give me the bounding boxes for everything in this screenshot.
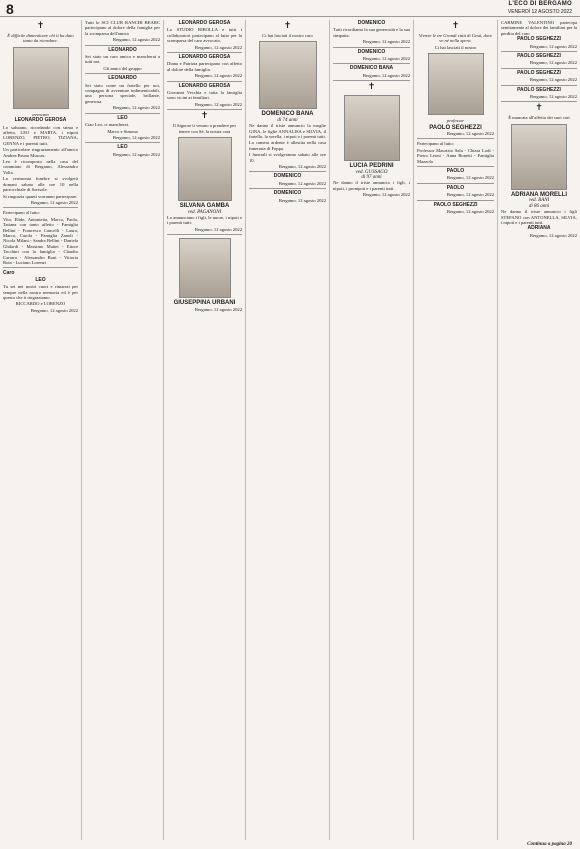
deceased-name-2: LEONARDO GEROSA	[178, 54, 231, 61]
text-p5: Lo annunciano i figli, le nuore, i nipoti e i parenti tutti.	[167, 214, 242, 226]
text-p2: Sei stato un caro amico e mancherai a tutti noi.	[85, 54, 160, 65]
column-4	[246, 20, 330, 840]
signature: Gli amici del gruppo	[103, 65, 142, 71]
column-6	[414, 20, 498, 840]
portrait-photo-2	[179, 238, 231, 298]
deceased-name: DOMENICO	[357, 20, 386, 26]
photo-subtitle-2: di 86 anni	[528, 203, 550, 209]
photo-subtitle: ved. GUSSAGO	[355, 169, 388, 175]
photo-subtitle: ved. BANI	[528, 198, 550, 204]
place-date-2: Bergamo, 12 agosto 2022	[112, 105, 160, 111]
cross-icon: ✝	[535, 103, 543, 114]
deceased-name-2: PAOLO	[446, 168, 465, 175]
place-date-2: Bergamo, 12 agosto 2022	[529, 60, 577, 66]
text-p2: Ci hai lasciati il nostro	[434, 44, 477, 50]
text-p1: Lo salutano, ricordando con stima e affetto, LEO e MARTA, i nipoti LORENZO, PIETRO, TIZIANA, GENNA e i parenti tutti.	[3, 124, 78, 146]
portrait-photo	[178, 137, 232, 201]
text-p3: Sei stato come un fratello per noi, compagno di avventure indimenticabili, una persona speciale, brillante, generosa.	[85, 82, 160, 104]
place-date-4: Bergamo, 12 agosto 2022	[112, 151, 160, 157]
text-p3: Giovanni Vecchia e tutta la famiglia sono vicini ai familiari.	[167, 90, 242, 101]
newspaper-name: L'ECO DI BERGAMO	[508, 1, 572, 7]
page-number: 8	[6, 1, 14, 17]
signature-3: Marco e Simona	[107, 128, 138, 134]
column-1	[0, 20, 82, 840]
deceased-name-2: PAOLO SEGHEZZI	[517, 53, 561, 60]
place-date-2: Bergamo, 12 agosto 2022	[362, 56, 410, 62]
photo-subtitle: ved. PAGANONI	[187, 209, 222, 215]
cross-icon: ✝	[367, 82, 376, 93]
page-header	[0, 0, 580, 17]
photo-name: ADRIANA MORELLI	[510, 191, 568, 198]
place-date: Bergamo, 12 agosto 2022	[446, 131, 494, 137]
deceased-name-4: PAOLO SEGHEZZI	[433, 201, 478, 208]
deceased-name-2: DOMENICO	[273, 173, 302, 180]
deceased-name: LEONARDO GEROSA	[178, 20, 231, 26]
column-2	[82, 20, 164, 840]
deceased-short-name: LEO	[35, 276, 46, 283]
text-p2: Diana e Patrizia partecipano con affetto al dolore della famiglia.	[167, 61, 242, 72]
portrait-photo	[344, 95, 400, 161]
deceased-name: LEONARDO	[108, 46, 137, 53]
place-date-5: Bergamo, 12 agosto 2022	[529, 232, 577, 238]
cross-icon: ✝	[283, 21, 292, 31]
place-date: Bergamo, 12 agosto 2022	[529, 43, 577, 49]
place-date-5: Bergamo, 12 agosto 2022	[194, 306, 242, 312]
column-5	[330, 20, 414, 840]
text-p4: La cerimonia funebre si svolgerà domani sabato alle ore 10 nella parrocchiale di Sorisole.	[3, 176, 78, 193]
place-date-3: Bergamo, 12 agosto 2022	[194, 101, 242, 107]
signature-2: RICCARDO e LORENZO	[15, 301, 66, 307]
signature: avvocato	[32, 111, 49, 117]
text-p4: Il Signore ti venuto a prendere per tenere con Sé, la nostra cara	[172, 123, 236, 134]
intro-text: È difficile dimenticare chi ti ha dato tanto da ricordare.	[7, 33, 74, 44]
place-date-2: Bergamo, 12 agosto 2022	[194, 73, 242, 79]
text-p4: Ciao Leo, ci mancherai.	[85, 122, 130, 128]
place-date-4: Bergamo, 12 agosto 2022	[446, 209, 494, 215]
photo-subtitle-2: di 97 anni	[361, 175, 382, 181]
text-p4: I funerali si svolgeranno sabato alle ore 10.	[249, 152, 326, 163]
deceased-name-3: DOMENICO BANA	[349, 65, 394, 72]
deceased-name-2: LEONARDO	[108, 75, 137, 82]
text-p1: Ci hai lasciati il nostro caro	[262, 33, 313, 38]
place-date: Bergamo, 12 agosto 2022	[194, 44, 242, 50]
photo-name-2: GIUSEPPINA URBANI	[173, 300, 236, 307]
deceased-name-4: PAOLO SEGHEZZI	[517, 86, 561, 93]
place-date-3: Bergamo, 12 agosto 2022	[112, 134, 160, 140]
text-p2: Ne danno il triste annuncio i figli, i nipoti, i pronipoti e i parenti tutti.	[333, 180, 410, 191]
deceased-name-3: PAOLO	[446, 184, 465, 191]
photo-name: SILVANA GAMBA	[179, 203, 230, 210]
text-p5: Si ringrazia quanti vorranno partecipare.	[3, 193, 78, 199]
part-list: Vito, Elide, Antonietta, Marco, Paola, Tatiana con tanto affetto - Famiglia Bellini - Francesco Cancelli - Laura, Marco, Carola - Famiglia Zanoli - Nicola Milani - Sandra Bellini - Daniela Ghilardi - Massimo Mattei - Ettore Tacchini con la famiglia - Claudio Carrara - Alessandro Boni - Vittoria Rota - Luciano Lorenzi	[3, 216, 78, 265]
place-date-3: Bergamo, 12 agosto 2022	[362, 72, 410, 78]
place-date-3: Bergamo, 12 agosto 2022	[278, 197, 326, 203]
deceased-name-3: LEO	[117, 114, 128, 121]
place-date-4: Bergamo, 12 agosto 2022	[362, 192, 410, 198]
cross-icon: ✝	[200, 111, 209, 122]
place-date-2: Bergamo, 12 agosto 2022	[30, 307, 78, 313]
place-date: Bergamo, 12 agosto 2022	[278, 164, 326, 170]
text-p3: La camera ardente è allestita nella casa funeraria di Foppa.	[249, 140, 326, 151]
deceased-name-5: ADRIANA	[527, 225, 551, 232]
place-date-4: Bergamo, 12 agosto 2022	[529, 94, 577, 100]
photo-name: PAOLO SEGHEZZI	[429, 124, 482, 131]
place-date: Bergamo, 12 agosto 2022	[30, 199, 78, 205]
part-list: Professor Maurizio Sala - Chiara Lodi - Pietro Leoni - Anna Bonetti - Famiglia Mazzola	[417, 147, 494, 164]
continue-footer: Continua a pagina 20	[527, 842, 572, 847]
place-date-3: Bergamo, 12 agosto 2022	[529, 77, 577, 83]
text-p6: Tu sei nei nostri cuori e rimarrai per sempre nella nostra memoria ed è per questo che ti ringraziamo.	[3, 284, 78, 300]
place-date: Bergamo, 12 agosto 2022	[362, 39, 410, 45]
text-p2: Un particolare ringraziamento all'amico Andrea Bruno Muscas.	[3, 147, 78, 158]
photo-subtitle: di 74 anni	[277, 117, 298, 123]
cross-icon: ✝	[36, 21, 45, 31]
photo-name: LUCIA PEDRINI	[349, 163, 394, 170]
cross-icon: ✝	[451, 21, 460, 31]
text-p3: Ne danno il triste annuncio i figli STEFANO con ANTONELLA, SILVIA, i nipoti e i parenti tutti.	[501, 209, 577, 225]
text-p1: Tutti ricordiamo la sua generosità e la sua simpatia.	[333, 27, 410, 38]
issue-date: VENERDÌ 12 AGOSTO 2022	[507, 9, 572, 15]
portrait-photo	[428, 53, 484, 115]
deceased-name-3: PAOLO SEGHEZZI	[517, 69, 561, 76]
place-date-2: Bergamo, 12 agosto 2022	[446, 175, 494, 181]
text-p2: È mancata all'affetto dei suoi cari	[508, 115, 570, 121]
deceased-name-3: LEONARDO GEROSA	[178, 82, 231, 89]
text-p1: CARMINE VALENTINO partecipa sentitamente al dolore dei familiari per la perdita del caro	[501, 20, 577, 36]
deceased-name-4: LEO	[117, 144, 128, 151]
place-date-3: Bergamo, 12 agosto 2022	[446, 192, 494, 198]
text-p1: Tutti lo SCI CLUB RANCHI BEARC partecipano al dolore della famiglia per la scomparsa dell'amico	[85, 20, 160, 36]
salutation: Caro	[3, 270, 15, 277]
column-3	[164, 20, 246, 840]
portrait-photo	[259, 41, 317, 109]
place-date: Bergamo, 12 agosto 2022	[112, 37, 160, 43]
text-p3: professor	[446, 118, 465, 124]
text-p1: Lo STUDIO RIBOLLA e tutti i collaboratori partecipano al lutto per la scomparsa del caro avvocato.	[167, 27, 242, 44]
deceased-name-2: DOMENICO	[357, 48, 386, 55]
part-label: Partecipano al lutto:	[417, 141, 454, 147]
deceased-name: PAOLO SEGHEZZI	[517, 36, 561, 43]
place-date-2: Bergamo, 12 agosto 2022	[278, 180, 326, 186]
text-p2: Ne danno il triste annuncio la moglie GINA, le figlie ANNALISA e SILVIA, il fratello, la sorella, i nipoti e i parenti tutti.	[249, 123, 326, 140]
deceased-name-3: DOMENICO	[273, 190, 302, 197]
text-p1: Vivrete le tre Grandi città di Gesù, dove ve né nella spera.	[418, 33, 493, 44]
portrait-photo	[13, 47, 69, 109]
place-date-4: Bergamo, 12 agosto 2022	[194, 226, 242, 232]
part-label: Partecipano al lutto:	[3, 210, 40, 216]
column-7	[498, 20, 580, 840]
photo-name: DOMENICO BANA	[261, 111, 314, 118]
portrait-photo	[511, 124, 567, 190]
text-p3: Leo è ricomposto nella casa del commiato di Bergamo, Alessandro Volta.	[3, 159, 78, 175]
deceased-name: LEONARDO GEROSA	[14, 117, 67, 124]
